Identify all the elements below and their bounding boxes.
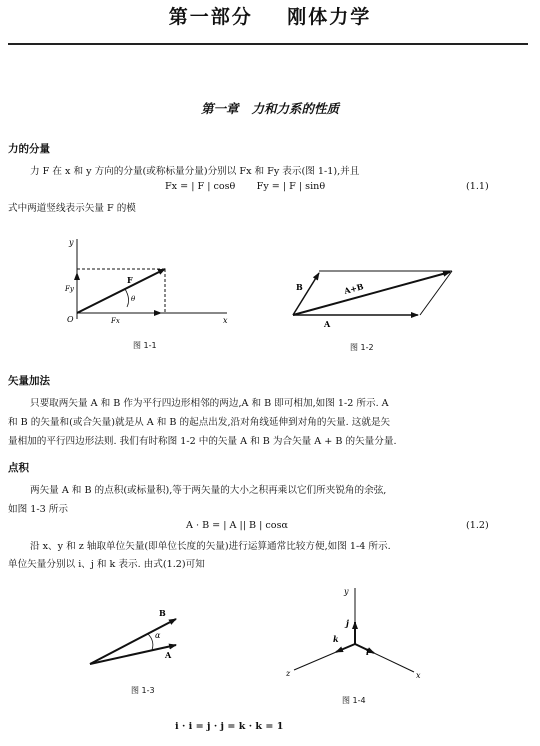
equation-number: (1.1)	[466, 181, 489, 192]
axis-label-x: x	[223, 316, 228, 325]
label-F: F	[127, 275, 133, 285]
unit-vector-i	[355, 644, 374, 653]
equation-unit-vectors: i · i = j · j = k · k = 1	[175, 721, 284, 732]
figure-1-2	[290, 268, 470, 333]
equation-1-2: A · B = | A || B | cosα	[186, 520, 288, 531]
axis-label-x: x	[416, 671, 421, 680]
label-A-plus-B: A+B	[342, 281, 365, 296]
theta-arc	[125, 289, 129, 307]
figure-1-3	[85, 602, 195, 672]
paragraph-line: 单位矢量分别以 i、j 和 k 表示. 由式(1.2)可知	[8, 559, 205, 570]
label-A: A	[165, 650, 172, 660]
axis-label-y: y	[344, 587, 349, 596]
alpha-arc	[148, 634, 153, 650]
figure-1-4	[280, 582, 425, 682]
label-k: k	[333, 634, 339, 644]
vector-A	[90, 645, 176, 664]
title-rule	[8, 43, 528, 45]
parallelogram-right-edge	[420, 271, 452, 315]
paragraph-line: 式中两道竖线表示矢量 F 的模	[8, 203, 136, 214]
part-title: 第一部分 刚体力学	[168, 6, 372, 28]
paragraph-line: 两矢量 A 和 B 的点积(或标量积),等于两矢量的大小之积再乘以它们所夹锐角的余弦,	[30, 485, 387, 496]
force-vector-F	[77, 269, 165, 313]
paragraph-line: 沿 x、y 和 z 轴取单位矢量(即单位长度的矢量)进行运算通常比较方便,如图 1-4 所示.	[30, 541, 391, 552]
label-alpha: α	[155, 631, 161, 640]
unit-vector-k	[336, 644, 355, 652]
label-A: A	[324, 319, 331, 329]
figure-caption: 图 1-1	[133, 341, 157, 350]
section-title-dot-product: 点积	[8, 462, 29, 474]
paragraph-line: 力 F 在 x 和 y 方向的分量(或称标量分量)分别以 Fx 和 Fy 表示(图 1-1),并且	[30, 166, 360, 177]
paragraph-line: 量相加的平行四边形法则. 我们有时称图 1-2 中的矢量 A 和 B 为合矢量 A + B 的矢量分量.	[8, 436, 397, 447]
section-title-vector-addition: 矢量加法	[8, 375, 50, 387]
paragraph-line: 只要取两矢量 A 和 B 作为平行四边形相邻的两边,A 和 B 即可相加,如图 1-2 所示. A	[30, 398, 389, 409]
label-j: j	[346, 618, 349, 628]
label-i: i	[366, 647, 370, 657]
origin-label: O	[67, 315, 74, 324]
label-B: B	[159, 608, 166, 618]
paragraph-line: 和 B 的矢量和(或合矢量)就是从 A 和 B 的起点出发,沿对角线延伸到对角的矢量. 这就是矢	[8, 417, 391, 428]
figure-caption: 图 1-2	[350, 343, 374, 352]
figure-caption: 图 1-3	[131, 686, 155, 695]
chapter-title: 第一章 力和力系的性质	[200, 101, 340, 116]
section-title-force-components: 力的分量	[8, 143, 50, 155]
label-B: B	[296, 282, 303, 292]
vector-A-plus-B	[293, 272, 450, 315]
figure-caption: 图 1-4	[342, 696, 366, 705]
equation-number: (1.2)	[466, 520, 489, 531]
axis-label-y: y	[69, 238, 74, 247]
label-Fy: Fy	[65, 285, 74, 293]
equation-1-1: Fx = | F | cosθ Fy = | F | sinθ	[165, 181, 326, 192]
figure-1-1	[55, 233, 240, 328]
paragraph-line: 如图 1-3 所示	[8, 504, 68, 515]
label-Fx: Fx	[111, 317, 120, 325]
label-theta: θ	[131, 295, 136, 303]
axis-label-z: z	[286, 669, 291, 678]
vector-B	[90, 619, 176, 664]
